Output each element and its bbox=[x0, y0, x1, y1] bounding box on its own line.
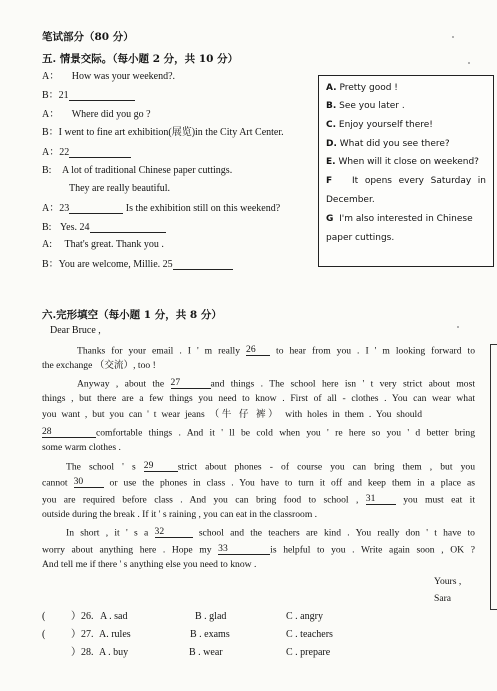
line-text: How was your weekend?. bbox=[71, 71, 176, 82]
passage-text: is helpful to you . Write again soon , OK ? bbox=[270, 544, 475, 556]
choice-a[interactable]: A . sad bbox=[100, 611, 128, 622]
passage-line bbox=[66, 461, 475, 472]
passage-line bbox=[42, 427, 475, 438]
choice-b[interactable]: B . glad bbox=[195, 611, 227, 622]
line-text: Where did you go ? bbox=[71, 109, 151, 120]
option-text: It opens every Saturday in bbox=[352, 176, 486, 186]
option-g-cont: paper cuttings. bbox=[326, 233, 395, 243]
answer-blank-33[interactable] bbox=[218, 544, 270, 555]
line-text: Yes. 24 bbox=[59, 222, 90, 233]
passage-text: worry about anything here . Hope my bbox=[42, 544, 212, 556]
passage-line bbox=[42, 494, 475, 505]
answer-blank-23[interactable] bbox=[69, 203, 123, 214]
section-header: 笔试部分（80 分） bbox=[42, 31, 134, 43]
option-f-cont: December. bbox=[326, 195, 375, 205]
passage-line: And tell me if there ' s anything else you need to know . bbox=[42, 559, 257, 570]
speaker: B: bbox=[42, 222, 52, 233]
passage-text: school and the teachers are kind . You really don ' t have to bbox=[198, 527, 475, 539]
option-c bbox=[326, 121, 433, 130]
passage-text: cannot bbox=[42, 477, 68, 489]
passage-line: things , but there are a few things you need to know . First of all - clothes . You can wear what bbox=[42, 393, 475, 404]
passage-text: strict about phones - of course you can bring them , but you bbox=[177, 461, 475, 473]
speaker: A： bbox=[42, 147, 60, 158]
option-letter: G bbox=[326, 214, 334, 224]
option-letter: D. bbox=[326, 139, 337, 149]
passage-text: Anyway , about the bbox=[77, 378, 165, 390]
section5-title: 五. 情景交际。（每小题 2 分，共 10 分） bbox=[42, 53, 239, 65]
answer-blank-21[interactable] bbox=[69, 90, 135, 101]
options-box bbox=[318, 75, 494, 267]
answer-blank-32[interactable] bbox=[155, 527, 193, 538]
passage-text: or use the phones in class . You have to turn it off and keep them in a place as bbox=[109, 477, 475, 489]
dialogue-line bbox=[42, 203, 280, 214]
option-text: When will it close on weekend? bbox=[338, 157, 479, 167]
passage-text: to hear from you . I ' m looking forward to bbox=[276, 345, 476, 357]
passage-text: Thanks for your email . I ' m really bbox=[77, 345, 240, 357]
letter-signature: Sara bbox=[434, 593, 452, 604]
option-letter: C. bbox=[326, 120, 337, 130]
answer-blank-26[interactable] bbox=[246, 345, 270, 356]
dialogue-line bbox=[42, 222, 166, 233]
option-b bbox=[326, 102, 405, 111]
option-f bbox=[326, 177, 486, 186]
answer-paren[interactable]: ( bbox=[42, 629, 46, 640]
blank-number: 27 bbox=[170, 377, 181, 388]
question-number: ）26. bbox=[71, 611, 94, 622]
blank-number: 33 bbox=[218, 543, 228, 554]
option-e bbox=[326, 158, 479, 167]
answer-blank-30[interactable] bbox=[74, 477, 104, 488]
passage-line bbox=[66, 527, 475, 538]
passage-text: The school ' s bbox=[66, 461, 136, 473]
speaker: A： bbox=[42, 71, 60, 82]
blank-number: 29 bbox=[143, 460, 154, 471]
speaker: B： bbox=[42, 127, 59, 138]
speaker: A： bbox=[42, 203, 60, 214]
dialogue-line: They are really beautiful. bbox=[69, 183, 171, 194]
option-text: Enjoy yourself there! bbox=[338, 120, 433, 130]
option-text: Pretty good ! bbox=[339, 83, 398, 93]
speaker: B： bbox=[42, 259, 59, 270]
option-d bbox=[326, 140, 450, 149]
passage-line: you want , but you can ' t wear jeans （牛 仔 裤） with holes in them . You should bbox=[42, 409, 422, 420]
line-text: 23 bbox=[59, 203, 70, 214]
dialogue-line bbox=[42, 147, 131, 158]
blank-number: 30 bbox=[73, 476, 84, 487]
line-text: Is the exhibition still on this weekend? bbox=[125, 203, 281, 214]
question-number: ）28. bbox=[71, 647, 94, 658]
answer-blank-31[interactable] bbox=[366, 494, 396, 505]
line-text: That's great. Thank you . bbox=[64, 239, 164, 250]
speaker: B: bbox=[42, 165, 52, 176]
question-number: ）27. bbox=[71, 629, 94, 640]
option-letter: F bbox=[326, 176, 333, 186]
passage-line bbox=[42, 477, 475, 488]
passage-line: the exchange （交流）, too ! bbox=[42, 360, 156, 371]
speaker: B： bbox=[42, 90, 59, 101]
speaker: A： bbox=[42, 109, 60, 120]
letter-closing: Yours , bbox=[434, 576, 462, 587]
line-text: 21 bbox=[58, 90, 69, 101]
option-letter: E. bbox=[326, 157, 336, 167]
option-letter: A. bbox=[326, 83, 337, 93]
passage-text: In short , it ' s a bbox=[66, 527, 149, 539]
blank-number: 26 bbox=[246, 344, 256, 355]
choice-b[interactable]: B . exams bbox=[190, 629, 230, 640]
passage-line bbox=[42, 544, 475, 555]
scan-speck bbox=[457, 326, 459, 328]
line-text: A lot of traditional Chinese paper cuttings. bbox=[61, 165, 233, 176]
option-text: What did you see there? bbox=[339, 139, 450, 149]
passage-text: comfortable things . And it ' ll be cold when you ' re here so you ' d better bring bbox=[96, 427, 475, 439]
passage-line bbox=[77, 345, 475, 356]
blank-number: 32 bbox=[154, 526, 165, 537]
dialogue-line bbox=[42, 128, 284, 138]
dialogue-line bbox=[42, 72, 175, 82]
answer-blank-22[interactable] bbox=[69, 147, 131, 158]
passage-line: outside during the break . If it ' s raining , you can eat in the classroom . bbox=[42, 509, 318, 520]
choice-c[interactable]: C . teachers bbox=[286, 629, 333, 640]
choice-a[interactable]: A . buy bbox=[99, 647, 129, 658]
dialogue-line bbox=[42, 90, 135, 101]
section6-title: 六.完形填空（每小题 1 分，共 8 分） bbox=[42, 309, 222, 321]
blank-number: 28 bbox=[42, 426, 52, 437]
dialogue-line bbox=[42, 240, 164, 250]
option-text: I'm also interested in Chinese bbox=[339, 214, 473, 224]
passage-line: some warm clothes . bbox=[42, 442, 121, 453]
scan-speck bbox=[468, 62, 470, 64]
choice-a[interactable]: A. rules bbox=[99, 629, 131, 640]
answer-blank-28[interactable] bbox=[42, 427, 96, 438]
choice-c[interactable]: C . angry bbox=[286, 611, 323, 622]
line-text: 22 bbox=[59, 147, 70, 158]
scan-speck bbox=[452, 36, 454, 38]
answer-paren[interactable]: ( bbox=[42, 611, 46, 622]
blank-number: 31 bbox=[365, 493, 376, 504]
answer-blank-25[interactable] bbox=[173, 259, 233, 270]
passage-text: and things . The school here isn ' t very strict about most bbox=[210, 378, 475, 390]
option-g bbox=[326, 215, 473, 224]
answer-blank-24[interactable] bbox=[90, 222, 166, 233]
speaker: A: bbox=[42, 239, 52, 250]
passage-text: you must eat it bbox=[403, 494, 476, 506]
option-text: See you later . bbox=[339, 101, 405, 111]
dialogue-line bbox=[42, 166, 232, 176]
letter-greeting: Dear Bruce , bbox=[50, 325, 101, 336]
passage-text: you are required before class . And you can bring food to school , bbox=[42, 494, 359, 506]
passage-line bbox=[77, 378, 475, 389]
choice-b[interactable]: B . wear bbox=[189, 647, 223, 658]
page-border-fragment bbox=[490, 344, 497, 610]
line-text: I went to fine art exhibition(展览)in the City Art Center. bbox=[58, 127, 284, 138]
dialogue-line bbox=[42, 110, 151, 120]
answer-blank-29[interactable] bbox=[144, 461, 178, 472]
answer-blank-27[interactable] bbox=[171, 378, 211, 389]
option-a bbox=[326, 84, 398, 93]
line-text: You are welcome, Millie. 25 bbox=[58, 259, 173, 270]
choice-c[interactable]: C . prepare bbox=[286, 647, 331, 658]
option-letter: B. bbox=[326, 101, 337, 111]
dialogue-line bbox=[42, 259, 233, 270]
